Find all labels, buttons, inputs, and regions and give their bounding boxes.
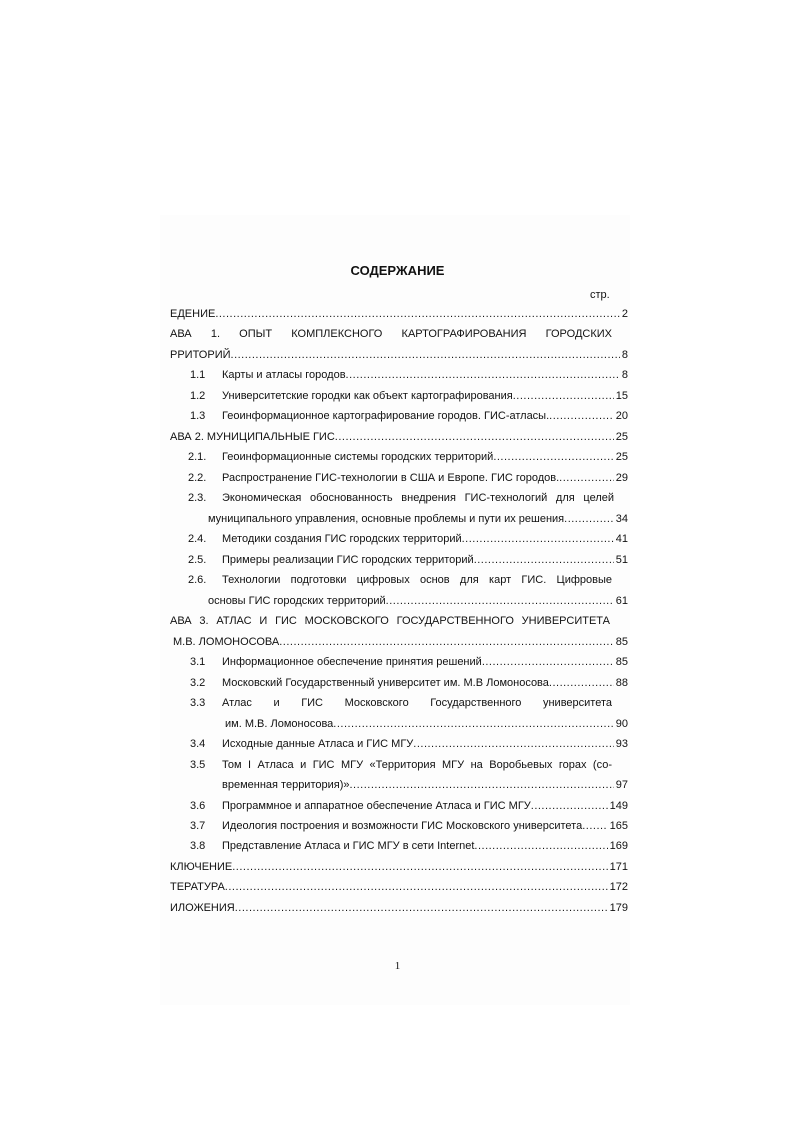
toc-entry-page: 85 <box>615 636 628 648</box>
toc-dot-leader <box>513 388 614 404</box>
toc-entry <box>225 716 628 732</box>
toc-entry-title: Исходные данные Атласа и ГИС МГУ <box>222 738 414 750</box>
toc-entry <box>190 388 628 404</box>
toc-entry-page: 88 <box>615 677 628 689</box>
toc-entry-title-cont: муниципального управления, основные проблемы и пути их решения <box>208 513 565 525</box>
toc-entry-page: 20 <box>615 410 628 422</box>
toc-entry-title: АВА 2. МУНИЦИПАЛЬНЫЕ ГИС <box>170 431 335 443</box>
toc-entry-page: 93 <box>615 738 628 750</box>
toc-entry-line1 <box>170 613 610 629</box>
toc-entry-page: 8 <box>621 349 628 361</box>
toc-dot-leader <box>559 470 614 486</box>
toc-entry-title: ЕДЕНИЕ <box>170 308 216 320</box>
toc-dot-leader <box>386 593 614 609</box>
toc-entry-title: АВА 1. ОПЫТ КОМПЛЕКСНОГО КАРТОГРАФИРОВАНИЯ ГОРОДСКИХ <box>170 328 612 340</box>
toc-entry <box>188 531 628 547</box>
toc-entry <box>190 367 628 383</box>
toc-entry <box>208 511 628 527</box>
toc-entry-page: 2 <box>621 308 628 320</box>
toc-entry-page: 15 <box>615 390 628 402</box>
toc-entry-page: 171 <box>609 861 628 873</box>
toc-entry-number: 1.1 <box>190 369 206 381</box>
toc-entry-line1 <box>190 695 612 711</box>
toc-entry-title-cont: им. М.В. Ломоносова <box>225 718 334 730</box>
toc-entry-title: Распространение ГИС-технологии в США и Европе. ГИС городов. <box>222 472 560 484</box>
toc-dot-leader <box>235 900 608 916</box>
toc-dot-leader <box>225 879 608 895</box>
toc-entry <box>173 634 628 650</box>
toc-entry <box>170 879 628 895</box>
toc-entry-title: Московский Государственный университет им. М.В Ломоносова <box>222 677 549 689</box>
toc-dot-leader <box>564 511 614 527</box>
toc-entry <box>188 449 628 465</box>
toc-entry-line1 <box>190 757 612 773</box>
toc-entry-number: 3.1 <box>190 656 206 668</box>
toc-dot-leader <box>349 777 613 793</box>
toc-entry-title: Атлас и ГИС Московского Государственного университета <box>222 697 612 709</box>
toc-entry-number: 3.3 <box>190 697 206 709</box>
toc-dot-leader <box>335 429 614 445</box>
page-column-header: стр. <box>590 289 610 301</box>
toc-entry <box>190 798 628 814</box>
toc-entry <box>190 654 628 670</box>
toc-entry-title: Том I Атласа и ГИС МГУ «Территория МГУ на Воробьевых горах (со- <box>222 759 612 771</box>
toc-entry <box>208 593 628 609</box>
toc-entry-number: 3.8 <box>190 840 206 852</box>
toc-dot-leader <box>413 736 613 752</box>
toc-entry-page: 179 <box>609 902 628 914</box>
toc-entry-number: 2.3. <box>188 492 207 504</box>
toc-entry <box>188 552 628 568</box>
toc-entry-page: 165 <box>609 820 628 832</box>
toc-dot-leader <box>215 306 620 322</box>
toc-entry-title: Методики создания ГИС городских территорий <box>222 533 462 545</box>
toc-entry <box>190 675 628 691</box>
toc-dot-leader <box>346 367 620 383</box>
toc-entry-page: 8 <box>621 369 628 381</box>
toc-entry-number: 3.7 <box>190 820 206 832</box>
toc-entry <box>170 306 628 322</box>
page-title: СОДЕРЖАНИЕ <box>350 263 445 278</box>
toc-entry-page: 25 <box>615 431 628 443</box>
toc-dot-leader <box>482 654 614 670</box>
toc-entry <box>170 429 628 445</box>
page-number: 1 <box>394 960 401 972</box>
toc-entry-title: Технологии подготовки цифровых основ для карт ГИС. Цифровые <box>222 574 612 586</box>
toc-entry-title: Идеология построения и возможности ГИС Московского университета <box>222 820 583 832</box>
toc-entry-title: Экономическая обоснованность внедрения ГИС-технологий для целей <box>222 492 614 504</box>
toc-entry-page: 169 <box>609 840 628 852</box>
toc-entry <box>170 347 628 363</box>
toc-entry-number: 2.4. <box>188 533 207 545</box>
toc-entry-title: Информационное обеспечение принятия решений <box>222 656 482 668</box>
toc-entry-title-cont: основы ГИС городских территорий <box>208 595 386 607</box>
toc-entry-title: Представление Атласа и ГИС МГУ в сети Internet <box>222 840 475 852</box>
toc-entry-number: 3.6 <box>190 800 206 812</box>
toc-entry <box>190 736 628 752</box>
toc-entry-title: Геоинформационное картографирование городов. ГИС-атласы. <box>222 410 550 422</box>
toc-dot-leader <box>333 716 613 732</box>
toc-dot-leader <box>531 798 608 814</box>
toc-entry-title-cont: временная территория)» <box>222 779 350 791</box>
toc-entry-page: 85 <box>615 656 628 668</box>
toc-entry <box>188 470 628 486</box>
toc-entry-number: 1.3 <box>190 410 206 422</box>
toc-dot-leader <box>493 449 613 465</box>
toc-entry <box>190 408 628 424</box>
toc-entry-page: 34 <box>615 513 628 525</box>
toc-dot-leader <box>549 675 614 691</box>
toc-entry-title: КЛЮЧЕНИЕ <box>170 861 233 873</box>
toc-entry-line1 <box>188 572 612 588</box>
toc-entry-title: Примеры реализации ГИС городских территорий <box>222 554 474 566</box>
toc-entry-page: 172 <box>609 881 628 893</box>
toc-dot-leader <box>549 408 614 424</box>
toc-entry <box>222 777 628 793</box>
toc-dot-leader <box>474 552 614 568</box>
toc-entry-line1 <box>188 490 614 506</box>
toc-entry-number: 1.2 <box>190 390 206 402</box>
toc-entry-number: 2.1. <box>188 451 207 463</box>
toc-entry-title: Программное и аппаратное обеспечение Атласа и ГИС МГУ <box>222 800 531 812</box>
toc-entry <box>190 838 628 854</box>
toc-entry <box>170 900 628 916</box>
toc-entry-title: ТЕРАТУРА <box>170 881 225 893</box>
toc-entry-number: 2.6. <box>188 574 207 586</box>
toc-entry-title: Геоинформационные системы городских территорий <box>222 451 494 463</box>
toc-entry-number: 2.5. <box>188 554 207 566</box>
toc-entry-title: ИЛОЖЕНИЯ <box>170 902 235 914</box>
toc-entry-page: 25 <box>615 451 628 463</box>
toc-entry-page: 29 <box>615 472 628 484</box>
toc-entry-page: 41 <box>615 533 628 545</box>
toc-entry-title: Университетские городки как объект картографирования <box>222 390 513 402</box>
toc-entry-page: 149 <box>609 800 628 812</box>
toc-entry-title-cont: РРИТОРИЙ <box>170 349 231 361</box>
toc-dot-leader <box>232 859 607 875</box>
toc-entry-title: Карты и атласы городов <box>222 369 346 381</box>
toc-dot-leader <box>279 634 614 650</box>
toc-dot-leader <box>474 838 607 854</box>
toc-dot-leader <box>231 347 620 363</box>
toc-entry-number: 3.2 <box>190 677 206 689</box>
toc-entry <box>190 818 628 834</box>
toc-entry-title-cont: М.В. ЛОМОНОСОВА <box>173 636 280 648</box>
toc-entry <box>170 859 628 875</box>
toc-entry-page: 97 <box>615 779 628 791</box>
toc-entry-page: 51 <box>615 554 628 566</box>
toc-entry-page: 61 <box>615 595 628 607</box>
toc-entry-page: 90 <box>615 718 628 730</box>
toc-entry-number: 3.4 <box>190 738 206 750</box>
toc-dot-leader <box>462 531 614 547</box>
toc-entry-title: АВА 3. АТЛАС И ГИС МОСКОВСКОГО ГОСУДАРСТВЕННОГО УНИВЕРСИТЕТА <box>170 615 610 627</box>
toc-entry-number: 2.2. <box>188 472 207 484</box>
toc-dot-leader <box>582 818 607 834</box>
toc-entry-number: 3.5 <box>190 759 206 771</box>
toc-entry-line1 <box>170 326 612 342</box>
